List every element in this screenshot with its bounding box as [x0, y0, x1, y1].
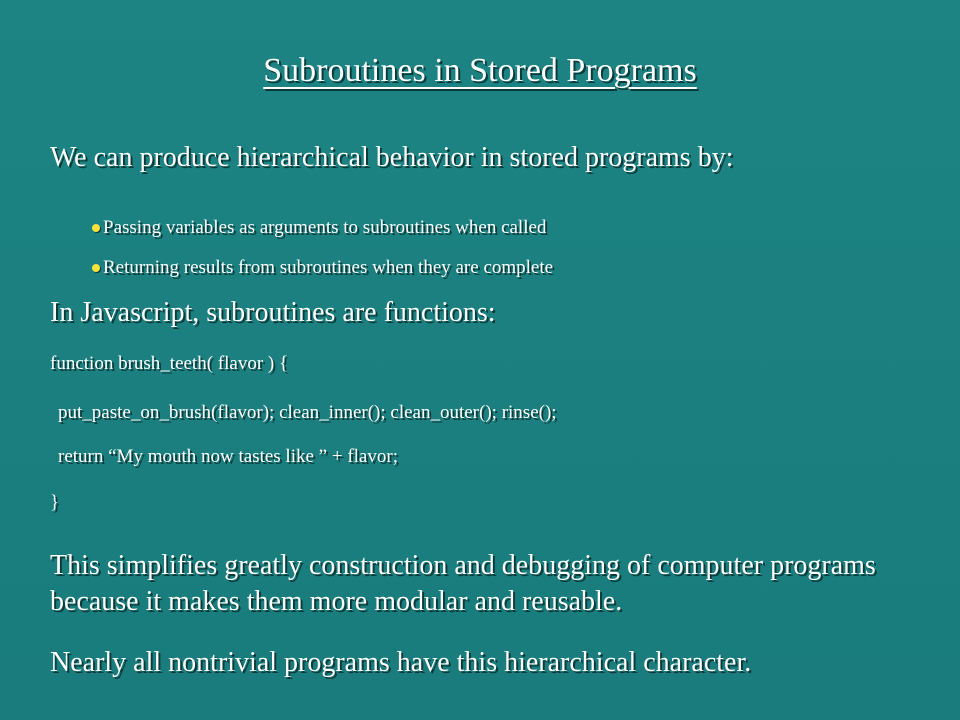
code-line-body-calls: put_paste_on_brush(flavor); clean_inner(); clean_outer(); rinse();: [58, 402, 557, 423]
bullet-dot-icon: [92, 264, 100, 272]
code-line-function-signature: function brush_teeth( flavor ) {: [50, 353, 289, 374]
heading-hierarchical-behavior: We can produce hierarchical behavior in stored programs by:: [50, 142, 734, 173]
bullet-item: [92, 208, 553, 248]
heading-javascript-functions: In Javascript, subroutines are functions:: [50, 297, 496, 328]
code-line-return: return “My mouth now tastes like ” + flavor;: [58, 446, 398, 467]
bullet-item: [92, 248, 553, 288]
paragraph-nearly-all: Nearly all nontrivial programs have this hierarchical character.: [50, 647, 752, 678]
slide-title: Subroutines in Stored Programs: [263, 52, 697, 89]
bullet-list: [92, 208, 553, 288]
bullet-text: Passing variables as arguments to subroutines when called: [103, 217, 547, 238]
bullet-dot-icon: [92, 224, 100, 232]
bullet-text: Returning results from subroutines when they are complete: [103, 257, 554, 278]
paragraph-simplifies: This simplifies greatly construction and debugging of computer programs because it makes them more modular and reusable.: [50, 550, 876, 617]
code-line-closing-brace: }: [50, 492, 60, 513]
